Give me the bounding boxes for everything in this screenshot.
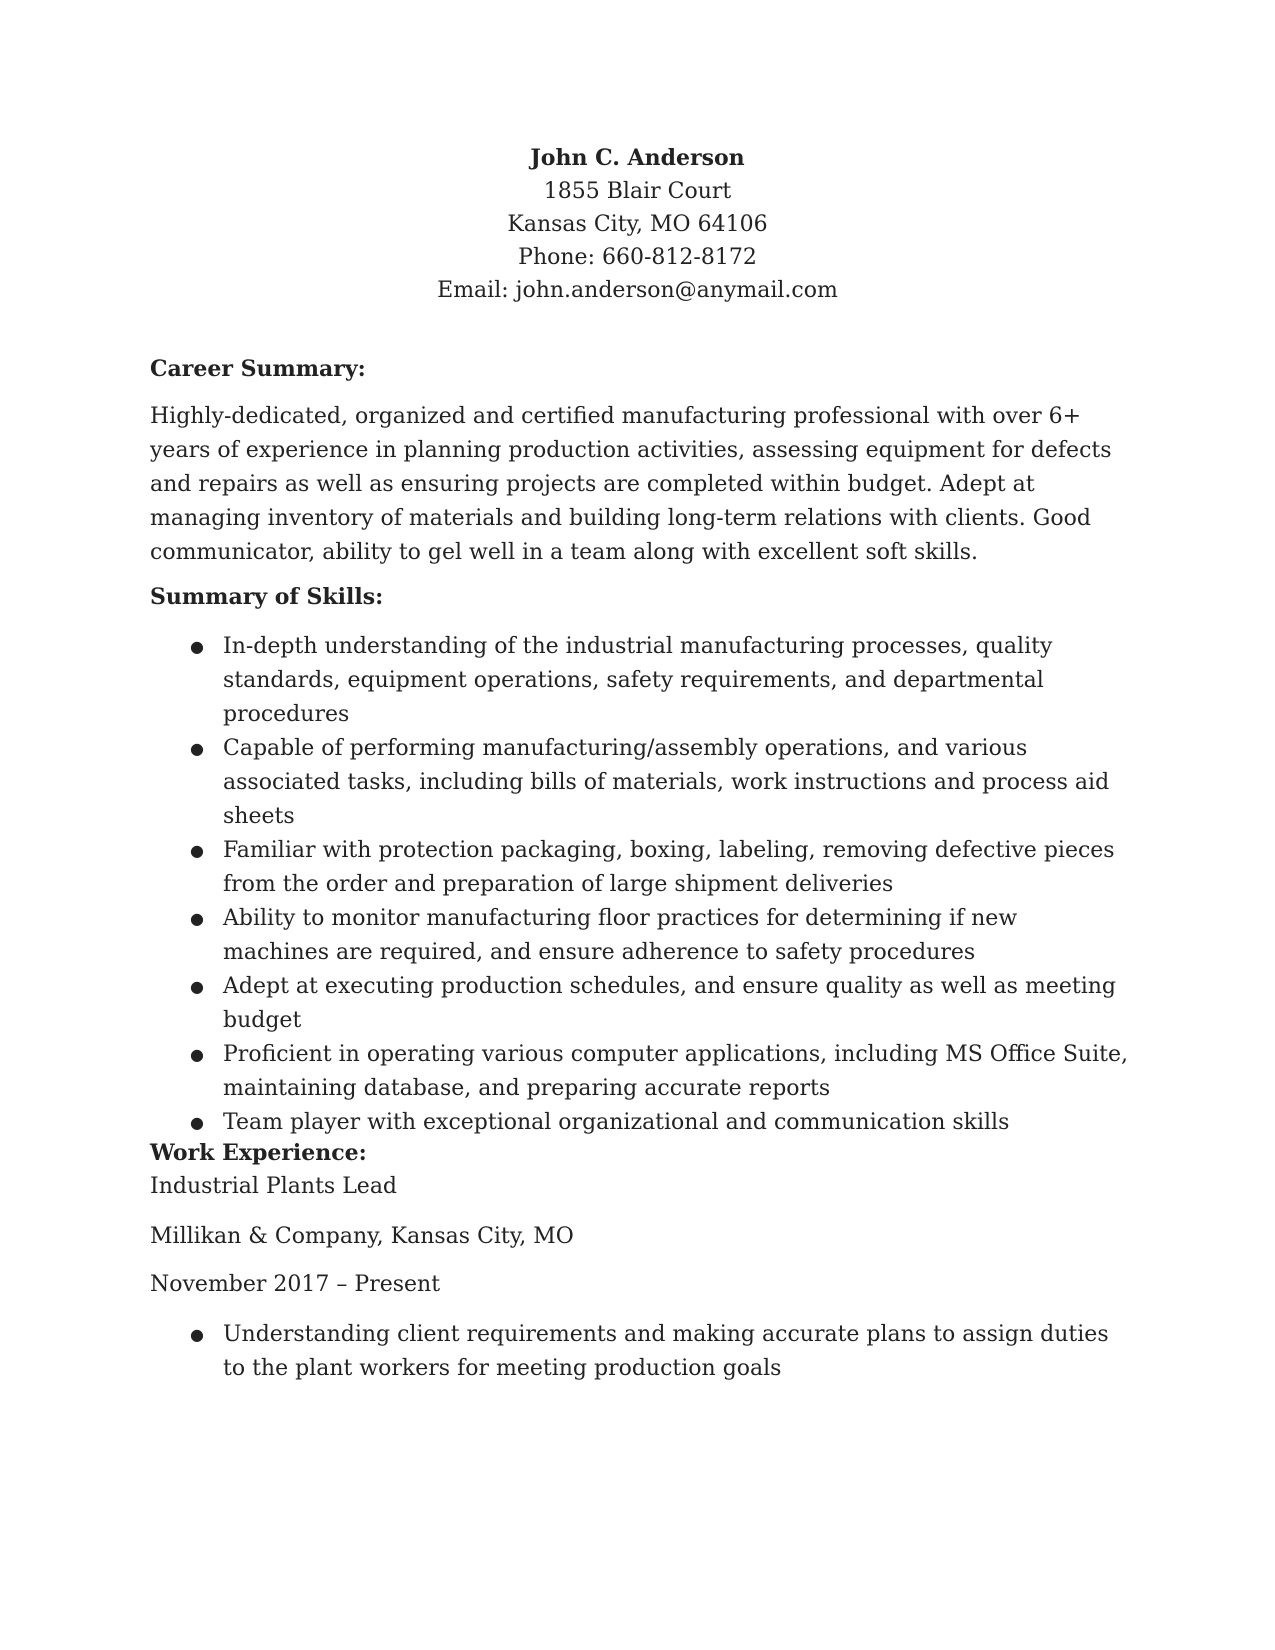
bullet-icon: ● xyxy=(190,1325,204,1344)
job-duty-text: Understanding client requirements and making accurate plans to assign duties to the plant workers for meeting production goals xyxy=(223,1322,1109,1381)
street-address: 1855 Blair Court xyxy=(543,179,732,204)
skill-text: Familiar with protection packaging, boxing, labeling, removing defective pieces from the order and preparation of large shipment deliveries xyxy=(223,838,1115,897)
job-duties-list xyxy=(150,1318,1130,1386)
skill-item xyxy=(150,902,1130,970)
email-address: Email: john.anderson@anymail.com xyxy=(437,278,838,303)
bullet-icon: ● xyxy=(190,739,204,758)
bullet-icon: ● xyxy=(190,977,204,996)
skill-item xyxy=(150,1106,1130,1140)
bullet-icon: ● xyxy=(190,841,204,860)
skill-item xyxy=(150,1038,1130,1106)
skills-section xyxy=(150,580,1130,1140)
bullet-icon: ● xyxy=(190,909,204,928)
bullet-icon: ● xyxy=(190,1113,204,1132)
skill-item xyxy=(150,834,1130,902)
bullet-icon: ● xyxy=(190,637,204,656)
skill-text: In-depth understanding of the industrial manufacturing processes, quality standards, equipment operations, safety requirements, and departmental procedures xyxy=(223,634,1053,727)
employment-dates: November 2017 – Present xyxy=(150,1272,441,1297)
skill-text: Ability to monitor manufacturing floor practices for determining if new machines are required, and ensure adherence to safety procedures xyxy=(223,906,1018,965)
skill-text: Proficient in operating various computer applications, including MS Office Suite, maintaining database, and preparing accurate reports xyxy=(223,1042,1128,1101)
job-title: Industrial Plants Lead xyxy=(150,1174,398,1199)
skills-heading: Summary of Skills: xyxy=(150,584,384,610)
company-name: Millikan & Company, Kansas City, MO xyxy=(150,1224,574,1249)
skill-item xyxy=(150,732,1130,834)
career-summary-heading: Career Summary: xyxy=(150,356,366,382)
work-experience-section xyxy=(150,1136,1130,1386)
job-duty-item xyxy=(150,1318,1130,1386)
work-experience-heading: Work Experience: xyxy=(150,1140,367,1166)
bullet-icon: ● xyxy=(190,1045,204,1064)
skill-text: Adept at executing production schedules, and ensure quality as well as meeting budget xyxy=(223,974,1116,1033)
skill-text: Team player with exceptional organizational and communication skills xyxy=(223,1110,1010,1135)
phone-number: Phone: 660-812-8172 xyxy=(518,245,757,270)
career-summary-section xyxy=(150,352,1130,570)
skill-item xyxy=(150,630,1130,732)
candidate-name: John C. Anderson xyxy=(530,145,745,171)
contact-header xyxy=(0,142,1275,307)
skill-text: Capable of performing manufacturing/assembly operations, and various associated tasks, including bills of materials, work instructions and process aid sheets xyxy=(223,736,1110,829)
skills-list xyxy=(150,630,1130,1140)
career-summary-text: Highly-dedicated, organized and certified manufacturing professional with over 6+ years of experience in planning production activities, assessing equipment for defects and repairs as well as ensuring projects are completed within budget. Adept at managing inventory of materials and building long-term relations with clients. Good communicator, ability to gel well in a team along with excellent soft skills. xyxy=(150,404,1112,565)
city-state-zip: Kansas City, MO 64106 xyxy=(507,212,768,237)
skill-item xyxy=(150,970,1130,1038)
